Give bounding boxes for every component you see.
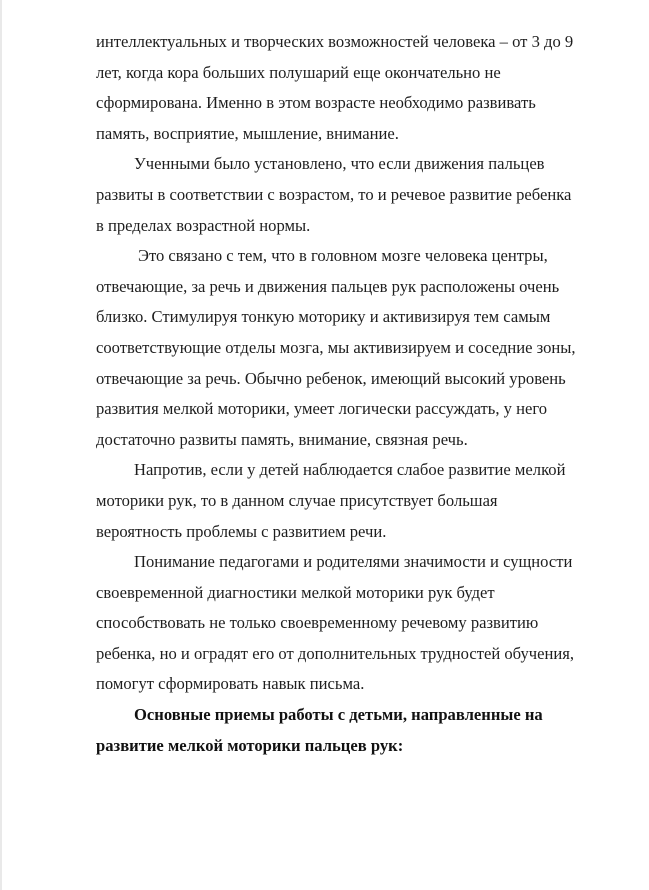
text-line: моторики рук, то в данном случае присутствует большая [96, 490, 498, 510]
section-heading-line: Основные приемы работы с детьми, направленные на [134, 705, 543, 725]
text-line: сформирована. Именно в этом возрасте необходимо развивать [96, 93, 536, 113]
text-line: отвечающие за речь. Обычно ребенок, имеющий высокий уровень [96, 368, 566, 388]
text-line: своевременной диагностики мелкой моторики рук будет [96, 582, 495, 602]
text-line: лет, когда кора больших полушарий еще окончательно не [96, 62, 501, 82]
paragraph-first-line: Это связано с тем, что в головном мозге человека центры, [138, 246, 548, 266]
page-left-edge [0, 0, 2, 890]
paragraph-first-line: Напротив, если у детей наблюдается слабое развитие мелкой [134, 460, 566, 480]
text-line: помогут сформировать навык письма. [96, 674, 365, 694]
text-line: развиты в соответствии с возрастом, то и речевое развитие ребенка [96, 184, 572, 204]
text-line: соответствующие отделы мозга, мы активизируем и соседние зоны, [96, 337, 576, 357]
section-heading-line: развитие мелкой моторики пальцев рук: [96, 735, 404, 755]
text-line: вероятность проблемы с развитием речи. [96, 521, 387, 541]
text-line: отвечающие, за речь и движения пальцев рук расположены очень [96, 276, 560, 296]
text-line: память, восприятие, мышление, внимание. [96, 123, 399, 143]
paragraph-first-line: Ученными было установлено, что если движения пальцев [134, 154, 545, 174]
text-line: способствовать не только своевременному речевому развитию [96, 613, 539, 633]
text-line: близко. Стимулируя тонкую моторику и активизируя тем самым [96, 307, 551, 327]
document-body [96, 27, 616, 761]
paragraph-first-line: Понимание педагогами и родителями значимости и сущности [134, 552, 573, 572]
text-line: интеллектуальных и творческих возможностей человека – от 3 до 9 [96, 32, 574, 51]
text-line: достаточно развиты память, внимание, связная речь. [96, 429, 468, 449]
text-line: в пределах возрастной нормы. [96, 215, 311, 235]
text-line: ребенка, но и оградят его от дополнительных трудностей обучения, [96, 643, 575, 663]
text-line: развития мелкой моторики, умеет логически рассуждать, у него [96, 399, 548, 419]
